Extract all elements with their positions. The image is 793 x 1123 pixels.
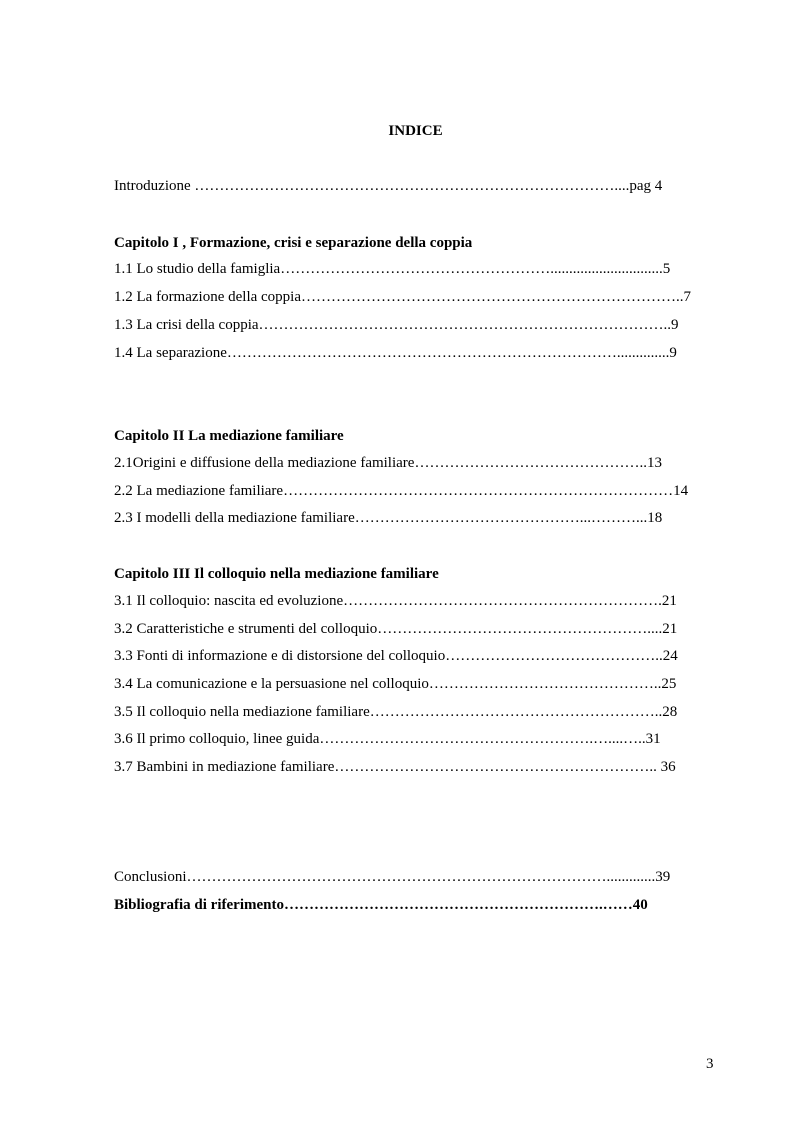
page-title: INDICE: [388, 123, 443, 139]
toc-entry-3-4: 3.4 La comunicazione e la persuasione nel colloquio………………………………………..25: [114, 676, 677, 692]
toc-entry-2-3: 2.3 I modelli della mediazione familiare………………………………………...………...18: [114, 510, 663, 526]
toc-entry-1-2: 1.2 La formazione della coppia…………………………………………………………………..7: [114, 289, 692, 305]
toc-entry-1-1: 1.1 Lo studio della famiglia………………………………………………..............................5: [114, 261, 671, 277]
chapter-2-heading: Capitolo II La mediazione familiare: [114, 428, 344, 444]
toc-entry-1-3: 1.3 La crisi della coppia………………………………………………………………………..9: [114, 317, 679, 333]
toc-entry-3-7: 3.7 Bambini in mediazione familiare……………………………………………………….. 36: [114, 759, 676, 775]
toc-entry-3-3: 3.3 Fonti di informazione e di distorsione del colloquio……………………………………..24: [114, 648, 678, 664]
toc-entry-conclusioni: Conclusioni………………………………………………………………………….............39: [114, 869, 671, 885]
toc-entry-2-2: 2.2 La mediazione familiare……………………………………………………………………14: [114, 483, 689, 499]
page-number: 3: [706, 1056, 714, 1072]
toc-entry-bibliografia: Bibliografia di riferimento……………………………………………………….……40: [114, 897, 648, 913]
toc-entry-2-1: 2.1Origini e diffusione della mediazione familiare………………………………………..13: [114, 455, 662, 471]
toc-entry-3-2: 3.2 Caratteristiche e strumenti del colloquio………………………………………………....21: [114, 621, 678, 637]
toc-entry-3-1: 3.1 Il colloquio: nascita ed evoluzione……………………………………………………….21: [114, 593, 677, 609]
chapter-1-heading: Capitolo I , Formazione, crisi e separazione della coppia: [114, 235, 473, 251]
chapter-3-heading: Capitolo III Il colloquio nella mediazione familiare: [114, 566, 439, 582]
toc-entry-3-5: 3.5 Il colloquio nella mediazione familiare…………………………………………………..28: [114, 704, 678, 720]
toc-entry-3-6: 3.6 Il primo colloquio, linee guida……………………………………………….…....…..31: [114, 731, 661, 747]
toc-entry-1-4: 1.4 La separazione……………………………………………………………………..............9: [114, 345, 677, 361]
toc-entry-introduzione: Introduzione …………………………………………………………………………....pag 4: [114, 178, 663, 194]
